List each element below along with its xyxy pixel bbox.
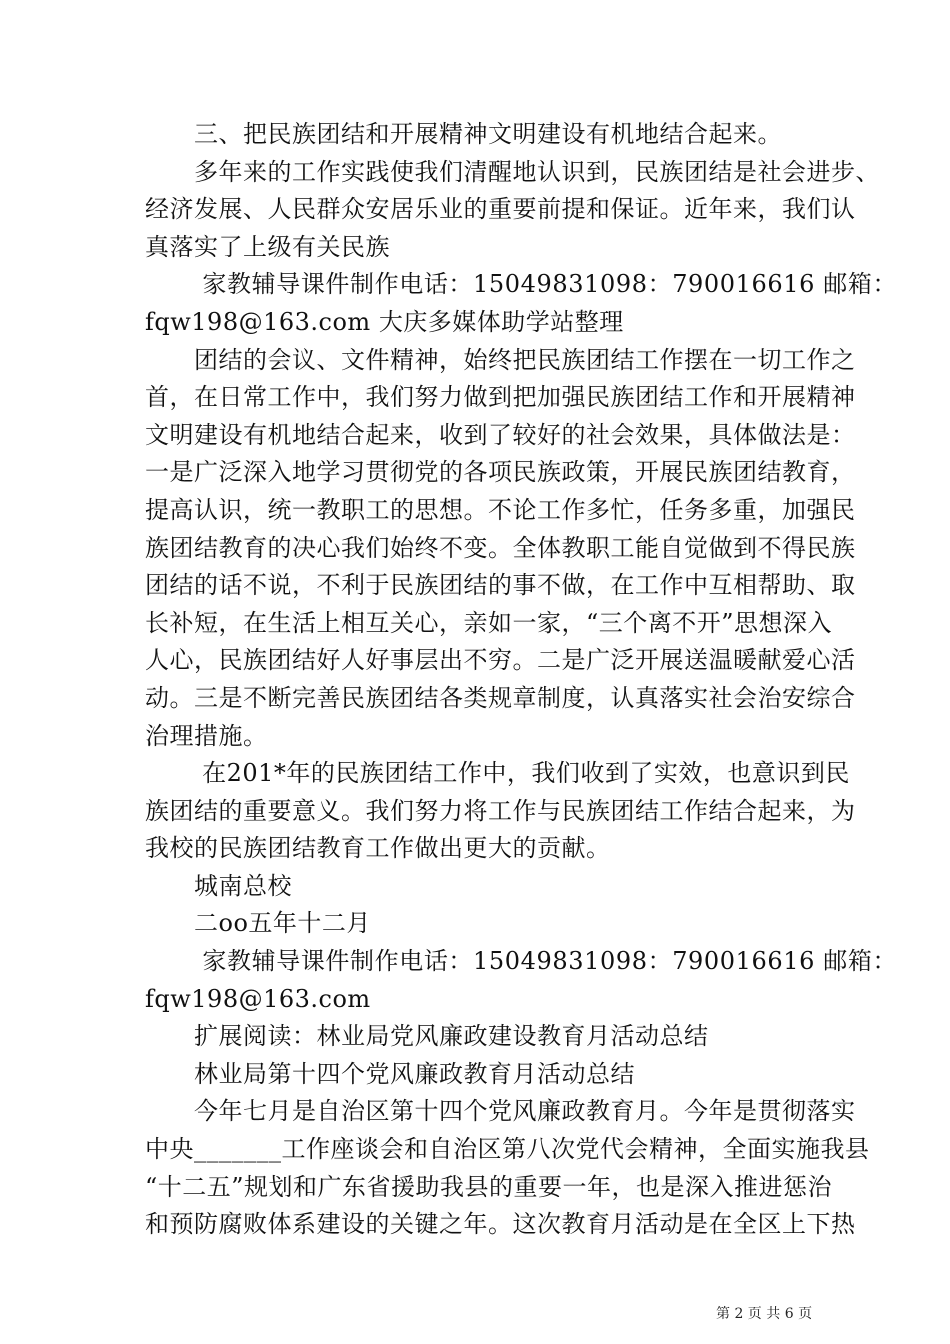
date-line: 二oo五年十二月 — [145, 909, 371, 938]
paragraph-line: 动。三是不断完善民族团结各类规章制度，认真落实社会治安综合 — [145, 683, 856, 712]
paragraph-line: 中央_______工作座谈会和自治区第八次党代会精神，全面实施我县 — [145, 1135, 870, 1164]
page-number: 第 2 页 共 6 页 — [716, 1306, 813, 1322]
paragraph-line: 族团结教育的决心我们始终不变。全体教职工能自觉做到不得民族 — [145, 533, 856, 562]
extended-reading-line: 扩展阅读：林业局党风廉政建设教育月活动总结 — [145, 1022, 709, 1051]
paragraph-line: 人心，民族团结好人好事层出不穷。二是广泛开展送温暖献爱心活 — [145, 646, 856, 675]
contact-line: 家教辅导课件制作电话：15049831098：790016616 邮箱： — [145, 947, 898, 976]
paragraph-line: 在201*年的民族团结工作中，我们收到了实效，也意识到民 — [145, 759, 850, 788]
paragraph-line: 团结的话不说，不利于民族团结的事不做，在工作中互相帮助、取 — [145, 571, 856, 600]
heading-line: 三、把民族团结和开展精神文明建设有机地结合起来。 — [145, 120, 782, 148]
paragraph-line: 首，在日常工作中，我们努力做到把加强民族团结工作和开展精神 — [145, 383, 856, 412]
section-title-line: 林业局第十四个党风廉政教育月活动总结 — [145, 1059, 635, 1088]
contact-line: fqw198@163.com 大庆多媒体助学站整理 — [145, 307, 624, 336]
paragraph-line: 一是广泛深入地学习贯彻党的各项民族政策，开展民族团结教育， — [145, 458, 856, 487]
paragraph-line: 我校的民族团结教育工作做出更大的贡献。 — [145, 834, 611, 863]
paragraph-line: 真落实了上级有关民族 — [145, 232, 390, 261]
paragraph-line: 经济发展、人民群众安居乐业的重要前提和保证。近年来，我们认 — [145, 195, 856, 224]
paragraph-line: 文明建设有机地结合起来，收到了较好的社会效果，具体做法是： — [145, 420, 856, 449]
paragraph-line: 长补短，在生活上相互关心，亲如一家，“三个离不开”思想深入 — [145, 608, 833, 637]
paragraph-line: 多年来的工作实践使我们清醒地认识到，民族团结是社会进步、 — [145, 157, 880, 186]
document-body — [145, 116, 898, 1244]
paragraph-line: 治理措施。 — [145, 721, 268, 750]
paragraph-line: 族团结的重要意义。我们努力将工作与民族团结工作结合起来，为 — [145, 796, 856, 825]
paragraph-line: “十二五”规划和广东省援助我县的重要一年，也是深入推进惩治 — [145, 1172, 833, 1201]
contact-line: fqw198@163.com — [145, 984, 371, 1013]
signature-line: 城南总校 — [145, 871, 292, 900]
contact-line: 家教辅导课件制作电话：15049831098：790016616 邮箱： — [145, 270, 898, 299]
paragraph-line: 团结的会议、文件精神，始终把民族团结工作摆在一切工作之 — [145, 345, 856, 374]
paragraph-line: 提高认识，统一教职工的思想。不论工作多忙，任务多重，加强民 — [145, 495, 856, 524]
paragraph-line: 和预防腐败体系建设的关键之年。这次教育月活动是在全区上下热 — [145, 1210, 856, 1239]
paragraph-line: 今年七月是自治区第十四个党风廉政教育月。今年是贯彻落实 — [145, 1097, 856, 1126]
